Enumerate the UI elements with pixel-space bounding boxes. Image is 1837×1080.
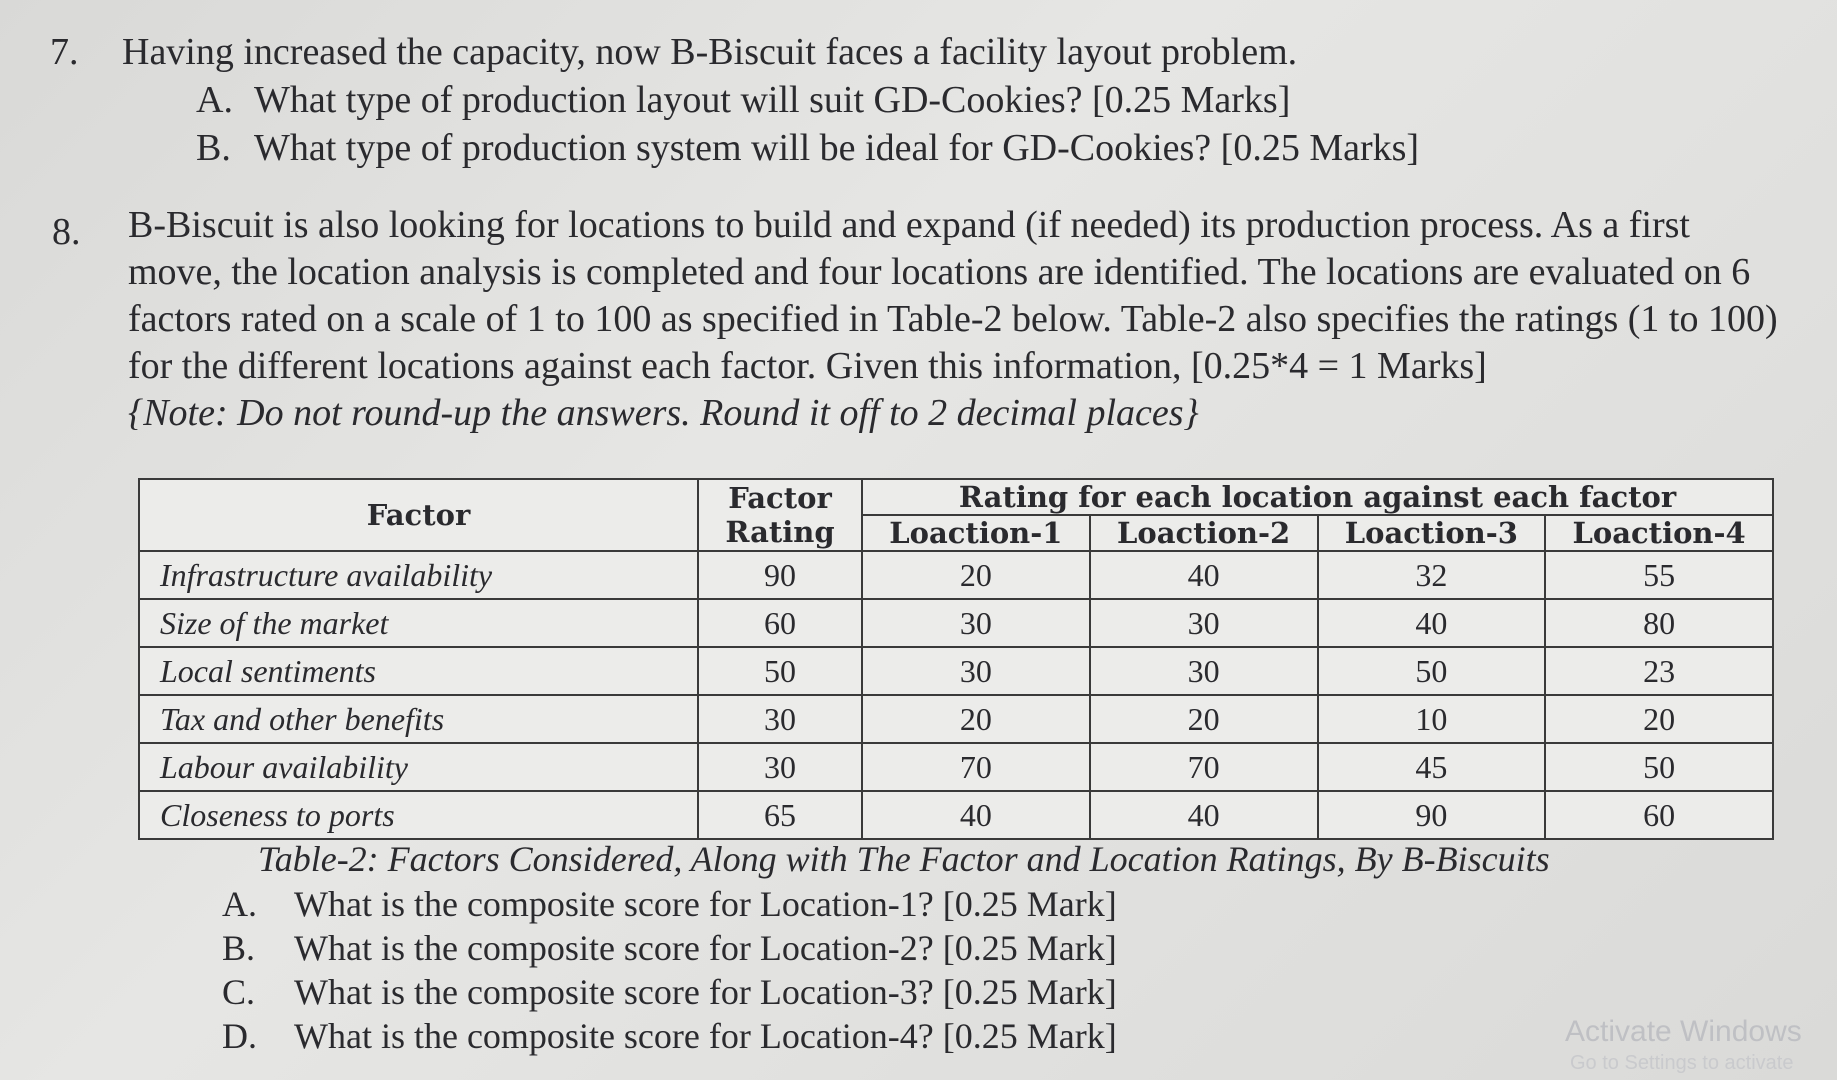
location-2-cell: 70 <box>1090 743 1318 791</box>
table-caption: Table-2: Factors Considered, Along with The Factor and Location Ratings, By B-Biscuits <box>258 839 1550 879</box>
location-1-cell: 30 <box>862 599 1090 647</box>
header-location-4: Loaction-4 <box>1545 515 1773 551</box>
factor-rating-cell: 90 <box>698 551 862 599</box>
question-8c-letter: C. <box>222 972 256 1012</box>
question-7b-text: What type of production system will be ideal for GD-Cookies? [0.25 Marks] <box>254 127 1420 169</box>
factor-cell: Tax and other benefits <box>139 695 698 743</box>
question-8-number: 8. <box>52 211 81 253</box>
location-3-cell: 45 <box>1318 743 1546 791</box>
location-3-cell: 40 <box>1318 599 1546 647</box>
table-row <box>139 551 1773 599</box>
question-8d-letter: D. <box>222 1016 257 1056</box>
factor-rating-cell: 65 <box>698 791 862 839</box>
question-8-text: B-Biscuit is also looking for locations to build and expand (if needed) its production process. As a first move, the location analysis is completed and four locations are identified. The locations are evaluated on 6 factors rated on a scale of 1 to 100 as specified in Table-2 below. Table-2 also specifies the ratings (1 to 100) for the different locations against each factor. Given this information, [0.25*4 = 1 Marks] <box>128 204 1778 387</box>
factor-cell: Size of the market <box>139 599 698 647</box>
question-8c <box>222 970 1117 1014</box>
question-8b-text: What is the composite score for Location-2? [0.25 Mark] <box>294 928 1117 968</box>
table-row <box>139 791 1773 839</box>
question-8b-letter: B. <box>222 928 256 968</box>
factor-rating-cell: 50 <box>698 647 862 695</box>
location-1-cell: 40 <box>862 791 1090 839</box>
question-8-subquestions <box>222 882 1117 1058</box>
question-7a-letter: A. <box>196 79 233 121</box>
table-header-row-1 <box>139 479 1773 515</box>
factor-rating-cell: 30 <box>698 743 862 791</box>
location-4-cell: 20 <box>1545 695 1773 743</box>
location-4-cell: 80 <box>1545 599 1773 647</box>
location-3-cell: 10 <box>1318 695 1546 743</box>
header-location-2: Loaction-2 <box>1090 515 1318 551</box>
table-row <box>139 647 1773 695</box>
header-rating-group: Rating for each location against each factor <box>862 479 1773 515</box>
question-7-text: Having increased the capacity, now B-Biscuit faces a facility layout problem. <box>122 31 1298 73</box>
location-3-cell: 50 <box>1318 647 1546 695</box>
question-7a <box>196 76 1290 124</box>
location-3-cell: 90 <box>1318 791 1546 839</box>
factor-rating-table <box>138 478 1774 840</box>
factor-rating-cell: 60 <box>698 599 862 647</box>
header-factor: Factor <box>139 479 698 551</box>
question-8c-text: What is the composite score for Location-3? [0.25 Mark] <box>294 972 1117 1012</box>
location-2-cell: 40 <box>1090 551 1318 599</box>
question-8-body <box>128 202 1788 437</box>
question-8b <box>222 926 1117 970</box>
factor-cell: Infrastructure availability <box>139 551 698 599</box>
question-8-note: {Note: Do not round-up the answers. Round it off to 2 decimal places} <box>128 392 1199 434</box>
header-location-1: Loaction-1 <box>862 515 1090 551</box>
location-4-cell: 50 <box>1545 743 1773 791</box>
location-2-cell: 20 <box>1090 695 1318 743</box>
activate-windows-subtitle: Go to Settings to activate <box>1570 1052 1794 1074</box>
question-7-number: 7. <box>50 31 79 73</box>
factor-cell: Closeness to ports <box>139 791 698 839</box>
location-2-cell: 30 <box>1090 599 1318 647</box>
location-3-cell: 32 <box>1318 551 1546 599</box>
location-2-cell: 40 <box>1090 791 1318 839</box>
factor-rating-table-container <box>138 478 1774 840</box>
question-8a-letter: A. <box>222 884 257 924</box>
location-1-cell: 70 <box>862 743 1090 791</box>
factor-rating-cell: 30 <box>698 695 862 743</box>
location-2-cell: 30 <box>1090 647 1318 695</box>
header-location-3: Loaction-3 <box>1318 515 1546 551</box>
question-7 <box>50 28 79 76</box>
factor-cell: Local sentiments <box>139 647 698 695</box>
table-row <box>139 695 1773 743</box>
location-4-cell: 23 <box>1545 647 1773 695</box>
location-4-cell: 55 <box>1545 551 1773 599</box>
table-row <box>139 599 1773 647</box>
question-8d <box>222 1014 1117 1058</box>
question-8a <box>222 882 1117 926</box>
table-row <box>139 743 1773 791</box>
location-1-cell: 30 <box>862 647 1090 695</box>
location-1-cell: 20 <box>862 695 1090 743</box>
question-7a-text: What type of production layout will suit GD-Cookies? [0.25 Marks] <box>254 79 1291 121</box>
question-8d-text: What is the composite score for Location-4? [0.25 Mark] <box>294 1016 1117 1056</box>
activate-windows-watermark: Activate Windows <box>1565 1015 1802 1048</box>
question-7b <box>196 124 1419 172</box>
header-factor-rating: Factor Rating <box>698 479 862 551</box>
location-1-cell: 20 <box>862 551 1090 599</box>
question-7b-letter: B. <box>196 127 231 169</box>
factor-cell: Labour availability <box>139 743 698 791</box>
question-8a-text: What is the composite score for Location-1? [0.25 Mark] <box>294 884 1117 924</box>
location-4-cell: 60 <box>1545 791 1773 839</box>
